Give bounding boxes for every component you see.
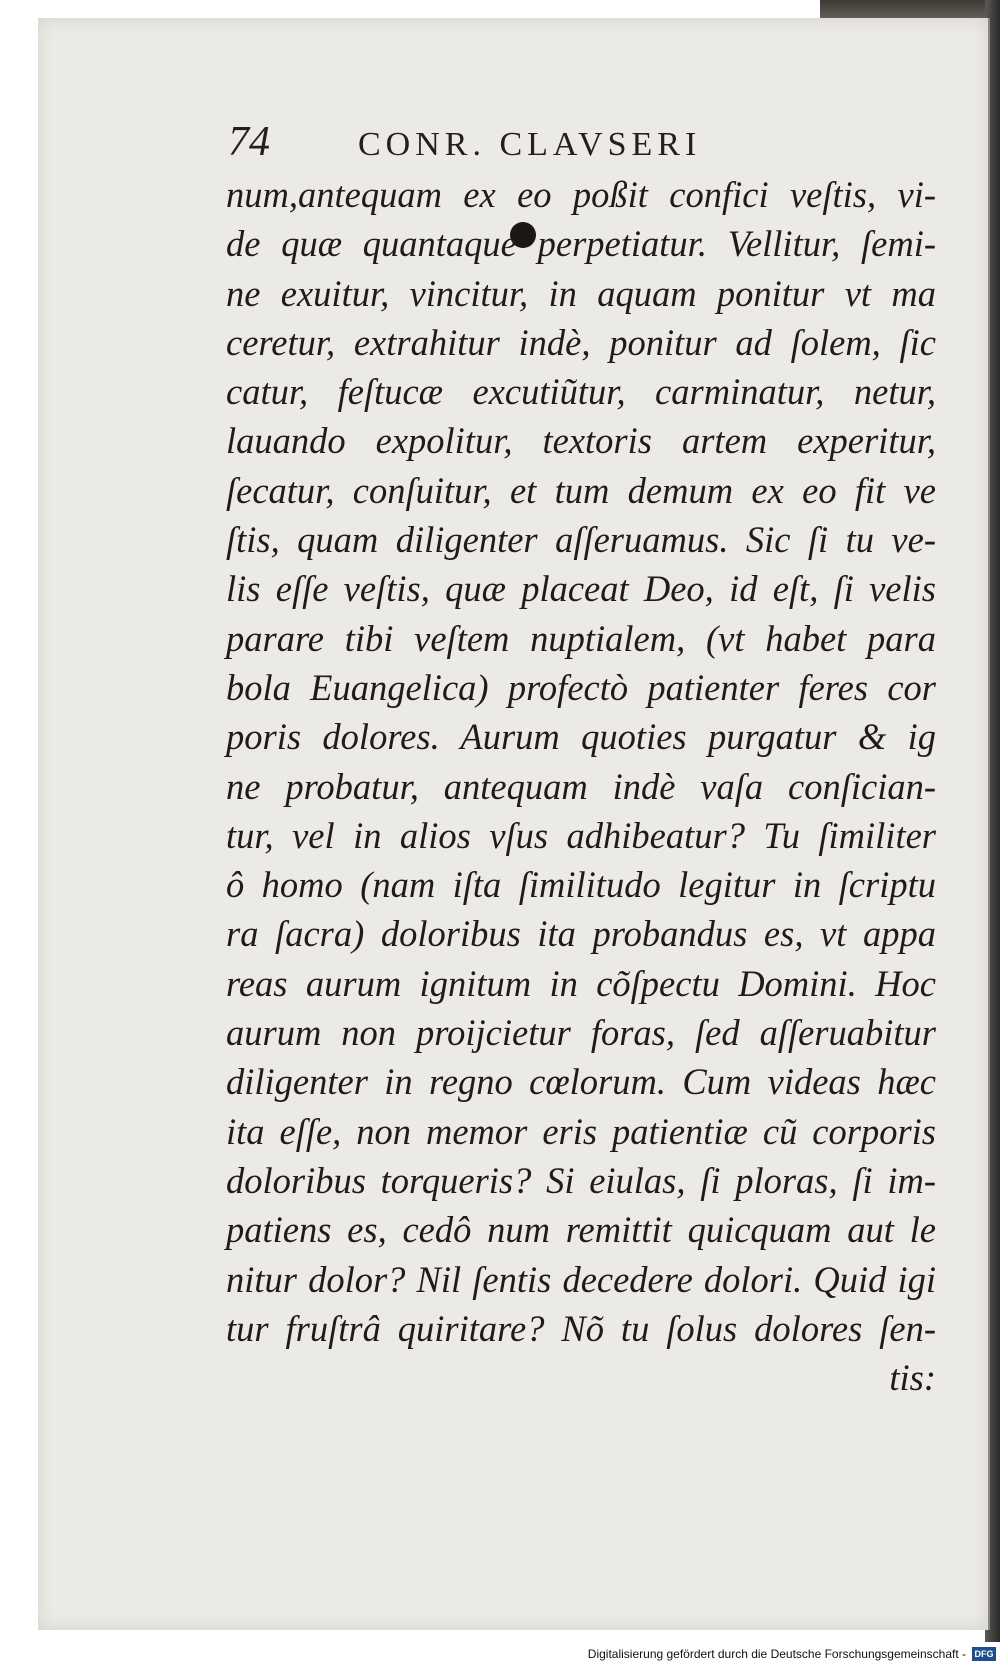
- text-line: patiens es, cedô num remittit quicquam aut le: [226, 1209, 936, 1251]
- text-line: ſtis, quam diligenter aſſeruamus. Sic ſi tu ve-: [226, 519, 936, 561]
- text-line: ne exuitur, vincitur, in aquam ponitur vt ma: [226, 272, 936, 314]
- text-line: num,antequam ex eo poßit confici veſtis, vi-: [226, 174, 936, 215]
- page-number: 74: [228, 119, 270, 165]
- text-line: tur, vel in alios vſus adhibeatur? Tu ſimiliter: [226, 814, 936, 856]
- text-line: bola Euangelica) profectò patienter feres cor: [226, 666, 936, 708]
- text-line: ô homo (nam iſta ſimilitudo legitur in ſcriptu: [226, 864, 936, 906]
- text-line: ne probatur, antequam indè vaſa conſician-: [226, 765, 936, 807]
- text-line: aurum non proijcietur foras, ſed aſſeruabitur: [226, 1012, 936, 1054]
- text-line: tur fruſtrâ quiritare? Nõ tu ſolus dolores ſen-: [226, 1307, 936, 1349]
- text-line: doloribus torqueris? Si eiulas, ſi ploras, ſi im-: [226, 1159, 936, 1201]
- running-head-author: CONR. CLAVSERI: [358, 126, 702, 163]
- text-line: ſecatur, conſuitur, et tum demum ex eo fit ve: [226, 469, 936, 511]
- catchword: tis:: [889, 1357, 936, 1399]
- text-line: lauando expolitur, textoris artem experitur,: [226, 420, 936, 462]
- body-text: [226, 170, 936, 1402]
- text-line: ita eſſe, non memor eris patientiæ cũ corporis: [226, 1110, 936, 1152]
- text-line: poris dolores. Aurum quoties purgatur & ig: [226, 716, 936, 758]
- text-line: catur, feſtucæ excutiũtur, carminatur, netur,: [226, 371, 936, 413]
- digitization-footer: [0, 1642, 1000, 1665]
- text-line: ceretur, extrahitur indè, ponitur ad ſolem, ſic: [226, 321, 936, 363]
- text-line: parare tibi veſtem nuptialem, (vt habet para: [226, 617, 936, 659]
- text-line: lis eſſe veſtis, quæ placeat Deo, id eſt, ſi velis: [226, 568, 936, 610]
- text-line: ra ſacra) doloribus ita probandus es, vt appa: [226, 913, 936, 955]
- text-line: reas aurum ignitum in cõſpectu Domini. Hoc: [226, 962, 936, 1004]
- dfg-logo-icon: DFG: [972, 1647, 996, 1661]
- running-head: [228, 118, 848, 168]
- text-line: diligenter in regno cœlorum. Cum videas hæc: [226, 1061, 936, 1103]
- text-line: de quæ quantaque perpetiatur. Vellitur, ſemi-: [226, 223, 936, 265]
- text-line: nitur dolor? Nil ſentis decedere dolori. Quid igi: [226, 1258, 936, 1300]
- footer-credit: Digitalisierung gefördert durch die Deutsche Forschungsgemeinschaft -: [587, 1646, 966, 1661]
